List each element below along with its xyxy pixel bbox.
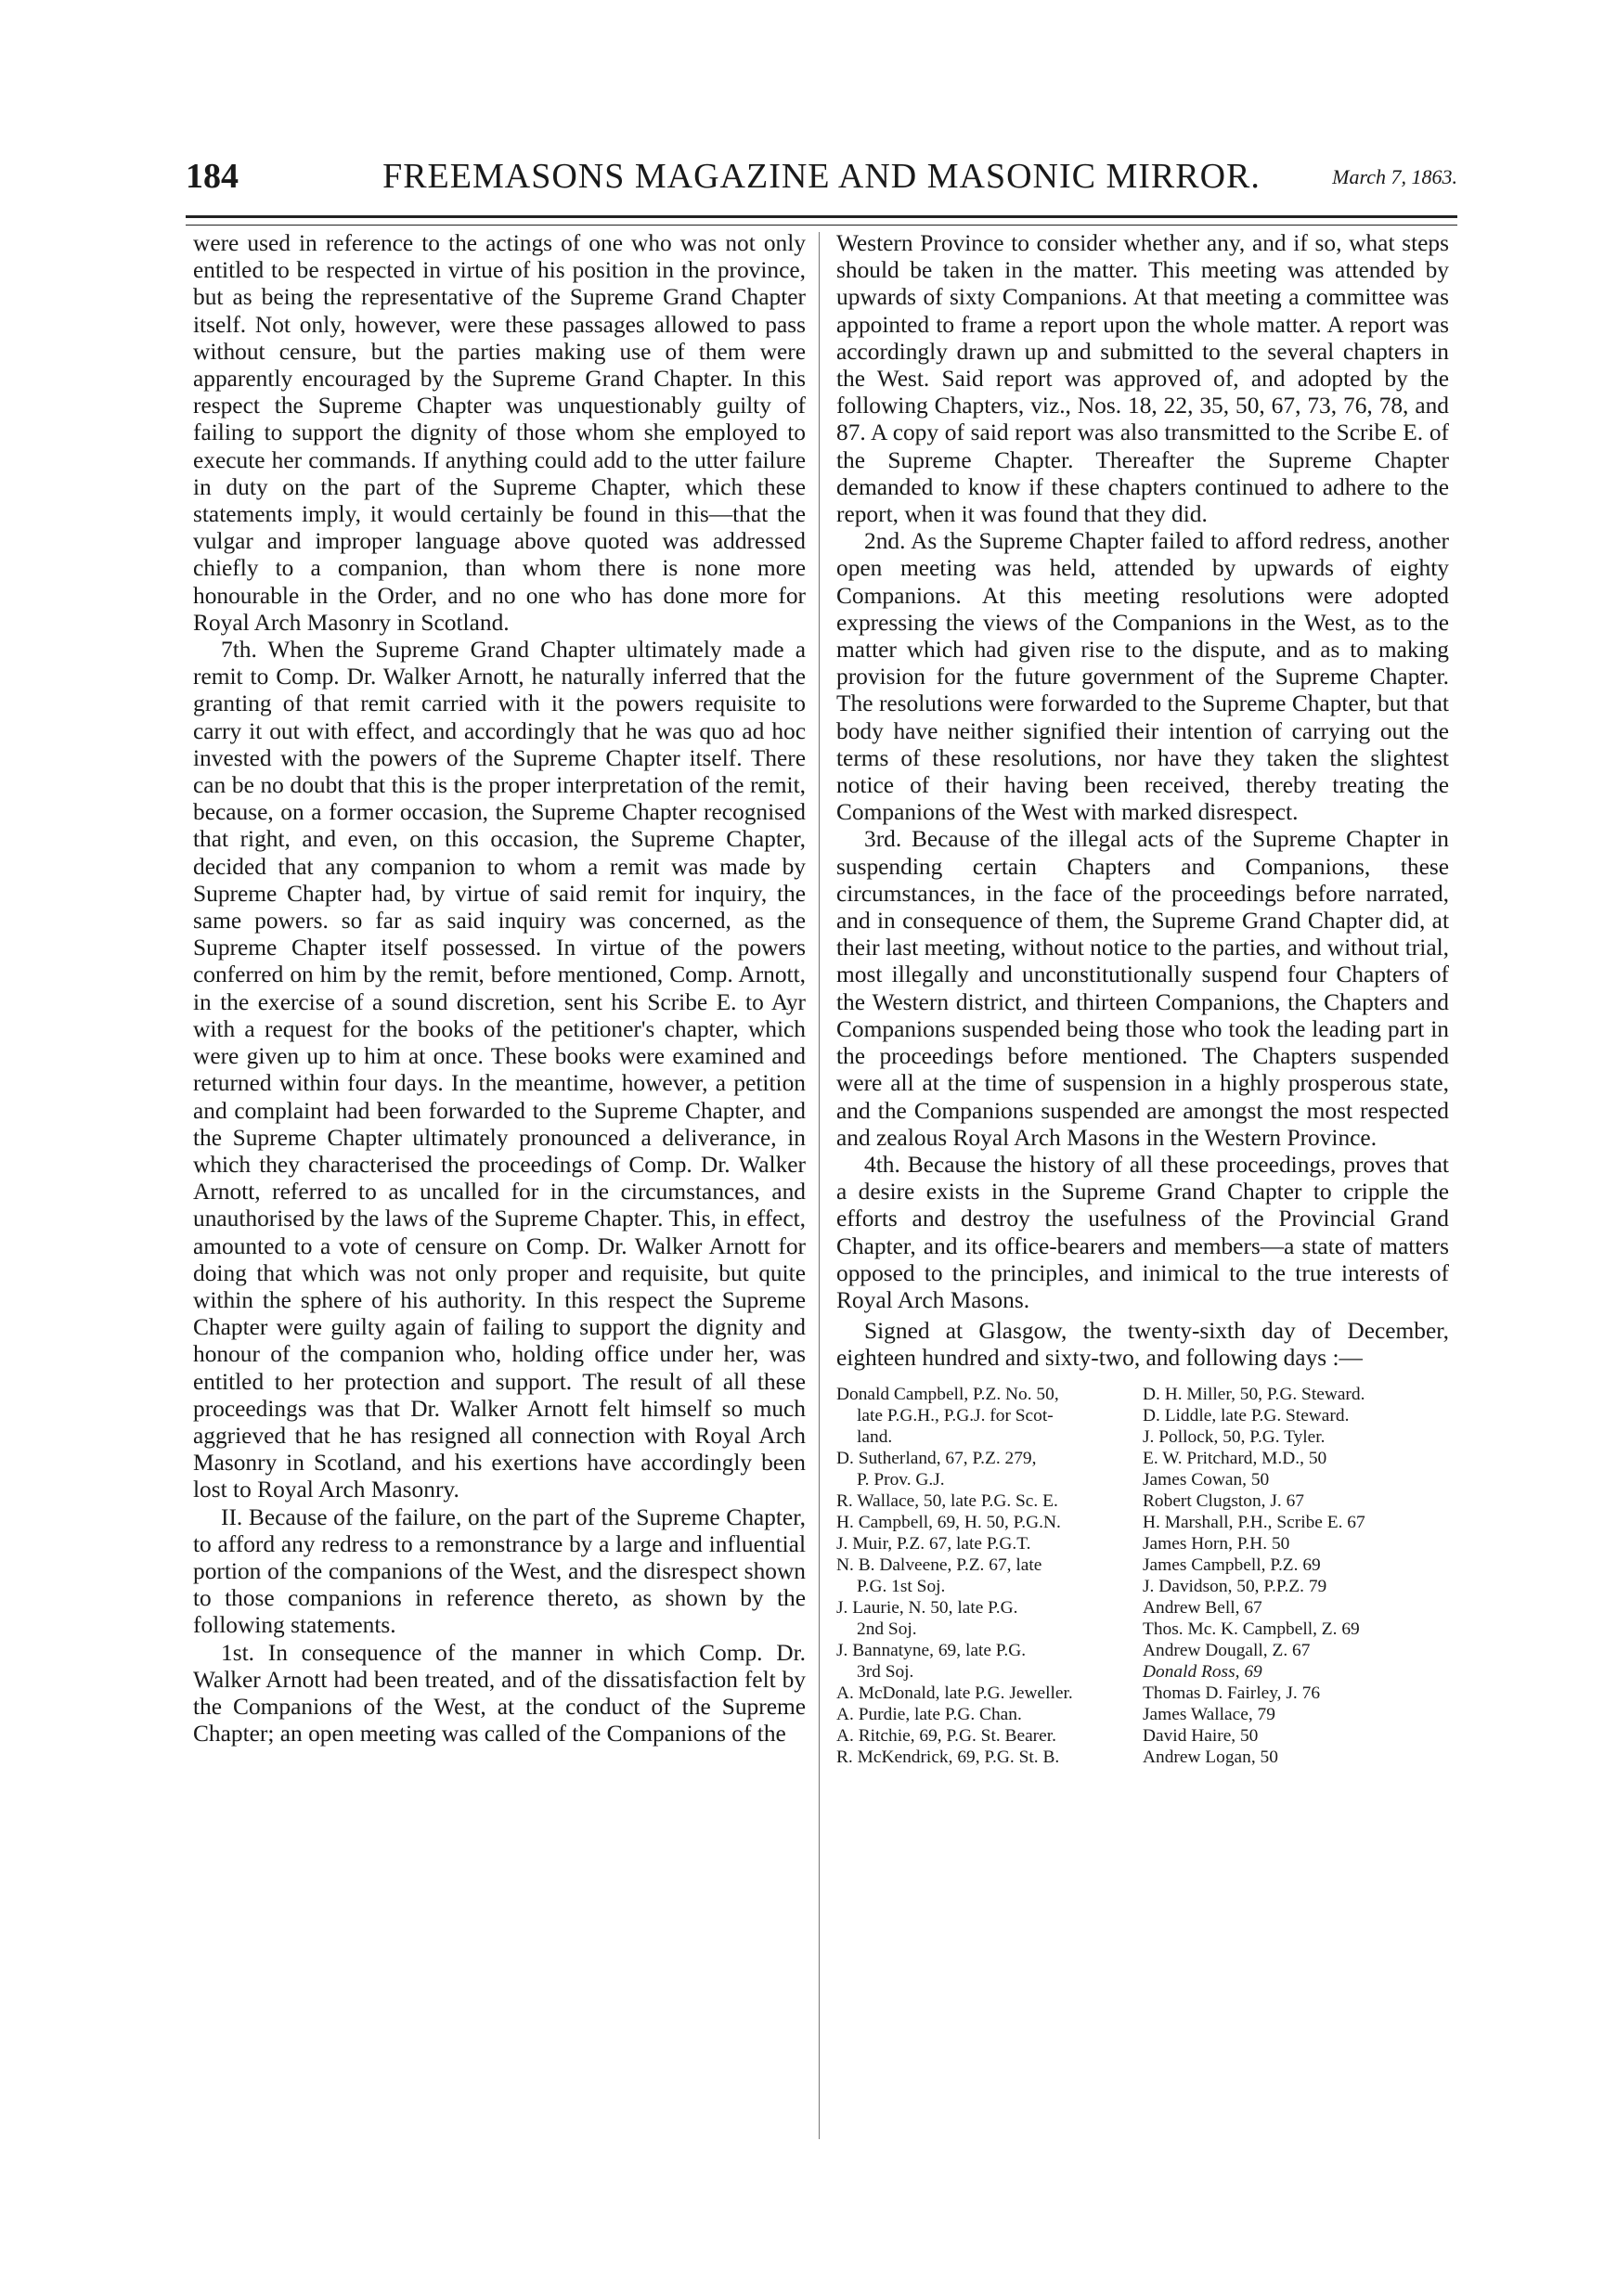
running-title: FREEMASONS MAGAZINE AND MASONIC MIRROR. (382, 157, 1261, 196)
signatory: Donald Ross, 69 (1143, 1661, 1262, 1682)
signatory: 2nd Soj. (857, 1619, 917, 1639)
signatory: E. W. Pritchard, M.D., 50 (1143, 1448, 1327, 1468)
signatory: P. Prov. G.J. (857, 1469, 945, 1490)
signatory: James Campbell, P.Z. 69 (1143, 1554, 1321, 1575)
signatory: P.G. 1st Soj. (857, 1576, 946, 1596)
signatory: J. Laurie, N. 50, late P.G. (836, 1597, 1018, 1618)
signatory: R. Wallace, 50, late P.G. Sc. E. (836, 1490, 1058, 1511)
paragraph: II. Because of the failure, on the part of the Supreme Chapter, to afford any redress to a remonstrance by a large and influential portion of the companions of the West, and the disrespect shown to those companions in reference thereto, as shown by the following statements. (193, 1503, 806, 1639)
paragraph: 3rd. Because of the illegal acts of the Supreme Chapter in suspending certain Chapters and Companions, these circumstances, in the face of the proceedings before narrated, and in consequence of them, the Supreme Grand Chapter did, at their last meeting, without notice to the parties, and without trial, most illegally and unconstitutionally suspend four Chapters of the Western district, and thirteen Companions, the Chapters and Companions suspended being those who took the leading part in the proceedings before mentioned. The Chapters suspended were all at the time of suspension in a highly prosperous state, and the Companions suspended are amongst the most respected and zealous Royal Arch Masons in the Western Province. (836, 826, 1449, 1151)
signatory: 3rd Soj. (857, 1661, 914, 1682)
paragraph: were used in reference to the actings of one who was not only entitled to be respected in virtue of his position in the province, but as being the representative of the Supreme Grand Chapter itself. Not only, however, were these passages allowed to pass without censure, but the parties making use of them were apparently encouraged by the Supreme Grand Chapter. In this respect the Supreme Chapter was unquestionably guilty of failing to support the dignity of those whom she employed to execute her commands. If anything could add to the utter failure in duty on the part of the Supreme Chapter, which these statements imply, it would certainly be found in this—that the vulgar and improper language above quoted was addressed chiefly to a companion, than whom there is none more honourable in the Order, and no one who has done more for Royal Arch Masonry in Scotland. (193, 230, 806, 636)
page-header (186, 156, 1457, 212)
signatory: Andrew Logan, 50 (1143, 1747, 1278, 1767)
paragraph: 2nd. As the Supreme Chapter failed to afford redress, another open meeting was held, attended by upwards of eighty Companions. At this meeting resolutions were adopted expressing the views of the Companions in the West, as to the matter which had given rise to the dispute, and as to making provision for the future government of the Supreme Chapter. The resolutions were forwarded to the Supreme Chapter, but that body have neither signified their intention of carrying out the terms of these resolutions, nor have they taken the slightest notice of their having been received, thereby treating the Companions of the West with marked disrespect. (836, 528, 1449, 826)
signatory: A. McDonald, late P.G. Jeweller. (836, 1683, 1073, 1703)
header-rule-thin (186, 225, 1457, 226)
signatory: late P.G.H., P.G.J. for Scot- (857, 1405, 1054, 1425)
signatory: David Haire, 50 (1143, 1725, 1259, 1746)
signatory: Andrew Bell, 67 (1143, 1597, 1262, 1618)
left-column (193, 230, 806, 1748)
signatory: H. Marshall, P.H., Scribe E. 67 (1143, 1512, 1365, 1532)
signatory: James Wallace, 79 (1143, 1704, 1275, 1724)
signatory: Thomas D. Fairley, J. 76 (1143, 1683, 1321, 1703)
signatory: A. Ritchie, 69, P.G. St. Bearer. (836, 1725, 1056, 1746)
signatory: Donald Campbell, P.Z. No. 50, (836, 1384, 1059, 1404)
signatory: J. Pollock, 50, P.G. Tyler. (1143, 1426, 1326, 1447)
column-divider (819, 232, 820, 2139)
paragraph: 7th. When the Supreme Grand Chapter ultimately made a remit to Comp. Dr. Walker Arnott, he naturally inferred that the granting of that remit carried with it the powers requisite to carry it out with effect, and accordingly that he was quo ad hoc invested with the powers of the Supreme Chapter itself. There can be no doubt that this is the proper interpretation of the remit, because, on a former occasion, the Supreme Chapter recognised that right, and even, on this occasion, the Supreme Chapter, decided that any companion to whom a remit was made by Supreme Chapter had, by virtue of said remit for inquiry, the same powers. so far as said inquiry was concerned, as the Supreme Chapter itself possessed. In virtue of the powers conferred on him by the remit, before mentioned, Comp. Arnott, in the exercise of a sound discretion, sent his Scribe E. to Ayr with a request for the books of the petitioner's chapter, which were given up to him at once. These books were examined and returned within four days. In the meantime, however, a petition and complaint had been forwarded to the Supreme Chapter, and the Supreme Chapter ultimately pronounced a deliverance, in which they characterised the proceedings of Comp. Dr. Walker Arnott, referred to as uncalled for in the circumstances, and unauthorised by the laws of the Supreme Chapter. This, in effect, amounted to a vote of censure on Comp. Dr. Walker Arnott for doing that which was not only proper and requisite, but quite within the sphere of his authority. In this respect the Supreme Chapter were guilty again of failing to support the dignity and honour of the companion who, holding office under her, was entitled to her protection and support. The result of all these proceedings was that Dr. Walker Arnott felt himself so much aggrieved that he has resigned all connection with Royal Arch Masonry in Scotland, and his exertions have accordingly been lost to Royal Arch Masonry. (193, 637, 806, 1503)
signatory: R. McKendrick, 69, P.G. St. B. (836, 1747, 1060, 1767)
paragraph: 1st. In consequence of the manner in which Comp. Dr. Walker Arnott had been treated, and of the dissatisfaction felt by the Companions of the West, at the conduct of the Supreme Chapter; an open meeting was called of the Companions of the (193, 1639, 806, 1748)
signatory: land. (857, 1426, 893, 1447)
signatories-list (836, 1384, 1449, 1768)
signatory: Andrew Dougall, Z. 67 (1143, 1640, 1311, 1660)
signatory: Thos. Mc. K. Campbell, Z. 69 (1143, 1619, 1360, 1639)
signatory: D. Liddle, late P.G. Steward. (1143, 1405, 1350, 1425)
right-column (836, 230, 1449, 1768)
signatory: Robert Clugston, J. 67 (1143, 1490, 1304, 1511)
signatory: H. Campbell, 69, H. 50, P.G.N. (836, 1512, 1061, 1532)
signatory: N. B. Dalveene, P.Z. 67, late (836, 1554, 1042, 1575)
signatory: D. Sutherland, 67, P.Z. 279, (836, 1448, 1037, 1468)
header-rule (186, 215, 1457, 218)
signatory: J. Davidson, 50, P.P.Z. 79 (1143, 1576, 1327, 1596)
signatory: James Cowan, 50 (1143, 1469, 1270, 1490)
signatory: A. Purdie, late P.G. Chan. (836, 1704, 1022, 1724)
signing-statement: Signed at Glasgow, the twenty-sixth day of December, eighteen hundred and sixty-two, and following days :— (836, 1318, 1449, 1372)
signatory: James Horn, P.H. 50 (1143, 1533, 1290, 1554)
signatory: J. Bannatyne, 69, late P.G. (836, 1640, 1027, 1660)
signatory: J. Muir, P.Z. 67, late P.G.T. (836, 1533, 1031, 1554)
paragraph: Western Province to consider whether any, and if so, what steps should be taken in the matter. This meeting was attended by upwards of sixty Companions. At that meeting a committee was appointed to frame a report upon the whole matter. A report was accordingly drawn up and submitted to the several chapters in the West. Said report was approved of, and adopted by the following Chapters, viz., Nos. 18, 22, 35, 50, 67, 73, 76, 78, and 87. A copy of said report was also transmitted to the Scribe E. of the Supreme Chapter. Thereafter the Supreme Chapter demanded to know if these chapters continued to adhere to the report, when it was found that they did. (836, 230, 1449, 528)
paragraph: 4th. Because the history of all these proceedings, proves that a desire exists in the Supreme Grand Chapter to cripple the efforts and destroy the usefulness of the Provincial Grand Chapter, and its office-bearers and members—a state of matters opposed to the principles, and inimical to the true interests of Royal Arch Masons. (836, 1151, 1449, 1313)
issue-date: March 7, 1863. (1332, 165, 1457, 188)
page-number: 184 (186, 157, 239, 196)
signatory: D. H. Miller, 50, P.G. Steward. (1143, 1384, 1365, 1404)
